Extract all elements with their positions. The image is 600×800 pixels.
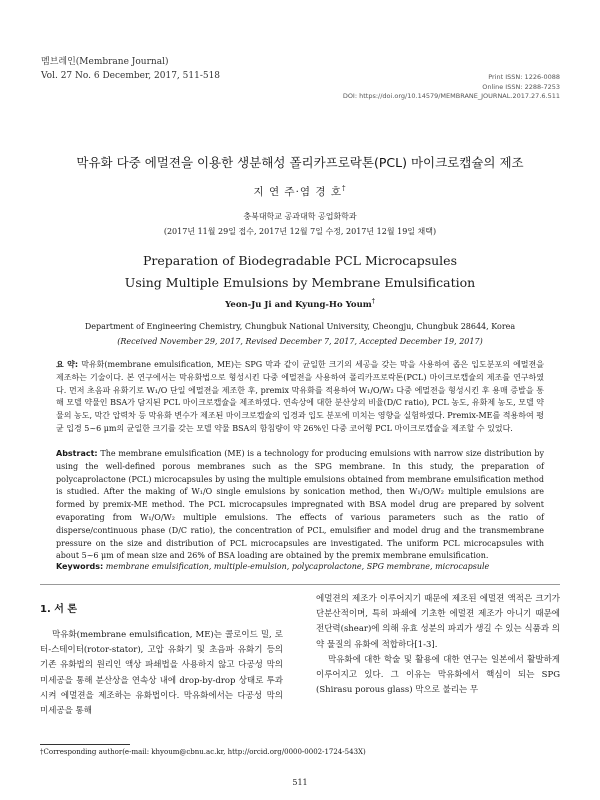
dates-english: (Received November 29, 2017, Revised December 7, 2017, Accepted December 19, 2017) <box>117 337 483 346</box>
doi-link[interactable]: DOI: https://doi.org/10.14579/MEMBRANE_JOURNAL.2017.27.6.511 <box>342 92 560 100</box>
abstract-korean-text: 막유화(membrane emulsification, ME)는 SPG 막과 같이 균일한 크기의 세공을 갖는 막을 사용하여 좁은 입도분포의 에멀젼을 제조하는 기술이다. 본 연구에서는 막유화법으로 형성시킨 다중 에멀젼을 사용하여 폴리카프로락톤(PCL) 마이크로캡슐의 제조를 연구하였다. 먼저 초음파 유화기로 W₁/O 단일 에멀젼을 제조한 후, premix 막유화를 적용하여 W₁/O/W₂ 다중 에멀젼을 형성시킨 후 용매 증발을 통해 모델 약물인 BSA가 담지된 PCL 마이크로캡슐을 제조하였다. 연속상에 대한 분산상의 비율(D/C ratio), PCL 농도, 유화제 농도, 모델 약물의 농도, 막간 압력차 등 막유화 변수가 제조된 마이크로캡슐의 입경과 입도 분포에 미치는 영향을 실험하였다. Premix-ME를 적용하여 평균 입경 5~6 μm의 균일한 크기를 갖는 모델 약물 BSA의 함침량이 약 26%인 다중 코어형 PCL 마이크로캡슐을 제조할 수 있었다. <box>56 360 544 433</box>
page-number: 511 <box>292 778 308 787</box>
journal-info <box>41 55 220 83</box>
volume-line: Vol. 27 No. 6 December, 2017, 511-518 <box>41 71 221 81</box>
paper-title-korean: 막유화 다중 에멀젼을 이용한 생분해성 폴리카프로락톤(PCL) 마이크로캡슐의 제조 <box>76 155 524 170</box>
online-issn: Online ISSN: 2288-7253 <box>482 82 560 91</box>
journal-name: 멤브레인(Membrane Journal) <box>41 57 169 67</box>
body-column-left <box>40 628 283 719</box>
keywords-label: Keywords: <box>56 562 104 571</box>
section-heading-introduction: 1. 서 론 <box>40 604 78 615</box>
title-english-line-2: Using Multiple Emulsions by Membrane Emulsification <box>124 275 476 290</box>
abstract-korean-label: 요 약: <box>56 360 79 369</box>
authors-english <box>40 298 560 310</box>
divider <box>40 584 560 585</box>
body-paragraph: 막유화에 대한 학술 및 활용에 대한 연구는 일본에서 활발하게 이루어지고 있다. 그 이유는 막유화에서 핵심이 되는 SPG (Shirasu porous glass) 막으로 불리는 무 <box>316 654 560 696</box>
corresponding-mark-english: † <box>371 298 375 305</box>
affiliation-english: Department of Engineering Chemistry, Chungbuk National University, Cheongju, Chungbuk 28644, Korea <box>84 322 516 331</box>
authors-english-names: Yeon-Ju Ji and Kyung-Ho Youm <box>225 299 372 310</box>
paper-title-english <box>40 250 560 294</box>
keywords <box>56 562 544 571</box>
print-issn: Print ISSN: 1226-0088 <box>488 73 560 81</box>
footnote-corresponding-author: †Corresponding author(e-mail: khyoum@cbnu.ac.kr, http://orcid.org/0000-0002-1724-543X) <box>40 748 366 756</box>
dates-korean: (2017년 11월 29일 접수, 2017년 12월 7일 수정, 2017년 12월 19일 채택) <box>163 227 437 236</box>
body-paragraph: 막유화(membrane emulsification, ME)는 콜로이드 밀, 로터-스테이터(rotor-stator), 고압 유화기 및 초음파 유화기 등의 기존 유화법의 원리인 액상 파쇄법을 사용하지 않고 다공성 막의 미세공을 통해 분산상을 연속상 내에 drop-by-drop 상태로 투과시켜 에멀젼을 제조하는 유화법이다. 막유화에서는 다공성 막의 미세공을 통해 <box>40 630 283 717</box>
footnote-divider <box>40 744 130 745</box>
title-english-line-1: Preparation of Biodegradable PCL Microcapsules <box>142 253 457 268</box>
affiliation-korean: 충북대학교 공과대학 공업화학과 <box>243 212 357 221</box>
abstract-english <box>56 448 544 563</box>
abstract-korean <box>56 359 544 436</box>
authors-korean-names: 지 연 주·염 경 호 <box>253 186 343 198</box>
corresponding-mark: † <box>342 184 347 193</box>
issn-block <box>343 73 560 102</box>
keywords-text: membrane emulsification, multiple-emulsion, polycaprolactone, SPG membrane, microcapsule <box>105 562 490 571</box>
body-paragraph: 에멀젼의 제조가 이루어지기 때문에 제조된 에멀젼 액적은 크기가 단분산적이며, 특히 파쇄에 기초한 에멀젼 제조가 아니기 때문에 전단력(shear)에 의해 유효 성분의 파괴가 생길 수 있는 식품과 의약 물질의 유화에 적합하다[1-3]. <box>316 594 560 650</box>
abstract-english-label: Abstract: <box>56 449 98 458</box>
abstract-english-text: The membrane emulsification (ME) is a technology for producing emulsions with narrow size distribution by using the well-defined porous membranes such as the SPG membrane. In this study, the preparation of polycaprolactone (PCL) microcapsules by using the multiple emulsions obtained from membrane emulsification method is studied. After the making of W₁/O single emulsions by sonication method, then W₁/O/W₂ multiple emulsions are formed by premix-ME method. The PCL microcapsules impregnated with BSA model drug are prepared by solvent evaporating from W₁/O/W₂ multiple emulsions. The effects of various parameters such as the ratio of disperse/continuous phase (D/C ratio), the concentration of PCL, emulsifier and model drug and the transmembrane pressure on the size and distribution of PCL microcapsules are investigated. The uniform PCL microcapsules with about 5~6 μm of mean size and 26% of BSA loading are obtained by the premix membrane emulsification. <box>56 449 544 561</box>
authors-korean <box>40 184 560 199</box>
body-column-right <box>316 592 560 698</box>
